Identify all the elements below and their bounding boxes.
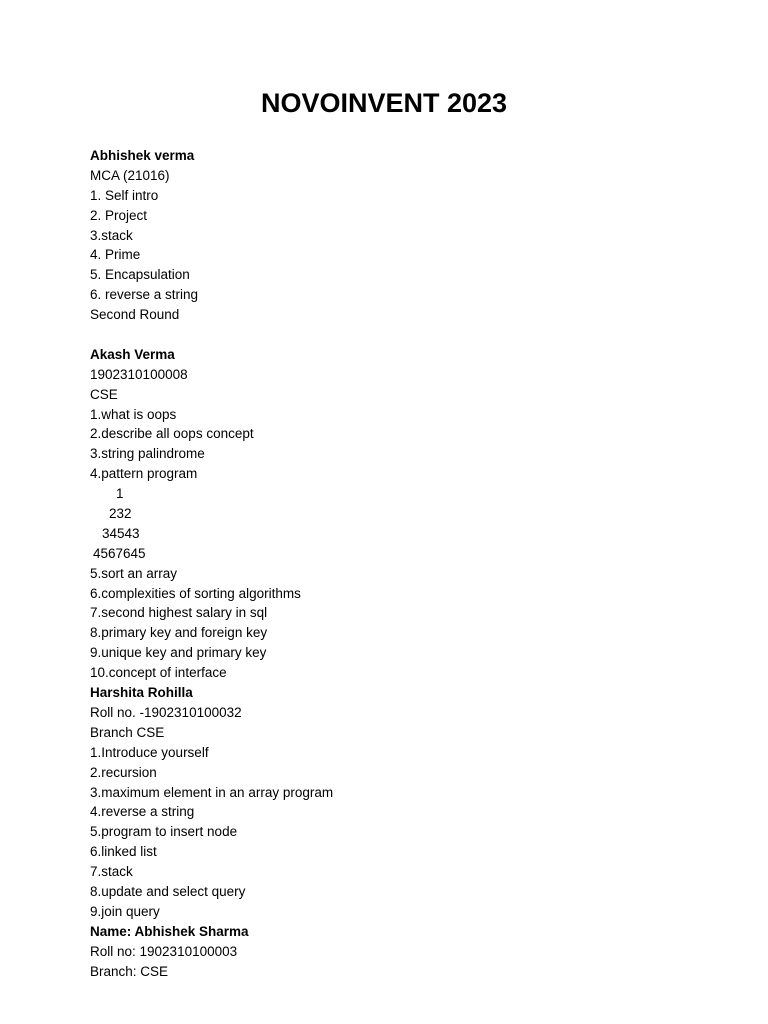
question-item: 9.join query bbox=[90, 903, 160, 919]
question-item: 4. Prime bbox=[90, 247, 141, 263]
pattern-row: 1 bbox=[116, 486, 124, 502]
candidate-detail: Branch CSE bbox=[90, 724, 165, 740]
question-item: 6.complexities of sorting algorithms bbox=[90, 585, 301, 601]
candidate-section bbox=[90, 683, 710, 922]
question-item: 2.describe all oops concept bbox=[90, 426, 254, 442]
candidate-section bbox=[90, 345, 710, 683]
candidate-section bbox=[90, 922, 710, 982]
pattern-row: 4567645 bbox=[93, 545, 146, 561]
candidate-name: Harshita Rohilla bbox=[90, 685, 193, 701]
pattern-row: 34543 bbox=[102, 525, 140, 541]
candidate-name: Abhishek verma bbox=[90, 148, 195, 163]
question-item: 1.what is oops bbox=[90, 406, 177, 422]
document-title: NOVOINVENT 2023 bbox=[260, 88, 508, 118]
question-item: 5.program to insert node bbox=[90, 824, 238, 840]
question-item: 8.primary key and foreign key bbox=[90, 625, 268, 641]
question-item: 6. reverse a string bbox=[90, 287, 199, 303]
question-item: 1.Introduce yourself bbox=[90, 744, 209, 760]
candidate-detail: MCA (21016) bbox=[90, 167, 170, 183]
round-label: Second Round bbox=[90, 307, 180, 323]
question-item: 2.recursion bbox=[90, 764, 157, 780]
question-item: 9.unique key and primary key bbox=[90, 645, 267, 661]
question-item: 4.reverse a string bbox=[90, 804, 195, 820]
question-item: 2. Project bbox=[90, 207, 148, 223]
question-item: 4.pattern program bbox=[90, 466, 198, 482]
question-item: 8.update and select query bbox=[90, 883, 246, 899]
spacer bbox=[90, 325, 710, 345]
question-item: 5.sort an array bbox=[90, 565, 178, 581]
pattern-row: 232 bbox=[109, 506, 132, 522]
candidate-section bbox=[90, 146, 710, 325]
question-item: 3.string palindrome bbox=[90, 446, 205, 462]
question-item: 10.concept of interface bbox=[90, 665, 227, 681]
candidate-detail: CSE bbox=[90, 386, 118, 402]
question-item: 3.maximum element in an array program bbox=[90, 784, 334, 800]
candidate-name: Akash Verma bbox=[90, 346, 175, 362]
candidate-detail: Branch: CSE bbox=[90, 963, 169, 979]
question-item: 1. Self intro bbox=[90, 187, 159, 203]
question-item: 5. Encapsulation bbox=[90, 267, 190, 283]
question-item: 7.second highest salary in sql bbox=[90, 605, 268, 621]
candidate-detail: Roll no. -1902310100032 bbox=[90, 704, 242, 720]
candidate-detail: Roll no: 1902310100003 bbox=[90, 943, 238, 959]
question-item: 7.stack bbox=[90, 864, 133, 880]
document-body bbox=[90, 146, 710, 981]
question-item: 3.stack bbox=[90, 227, 133, 243]
candidate-detail: 1902310100008 bbox=[90, 366, 188, 382]
question-item: 6.linked list bbox=[90, 844, 157, 860]
candidate-name: Name: Abhishek Sharma bbox=[90, 923, 249, 939]
